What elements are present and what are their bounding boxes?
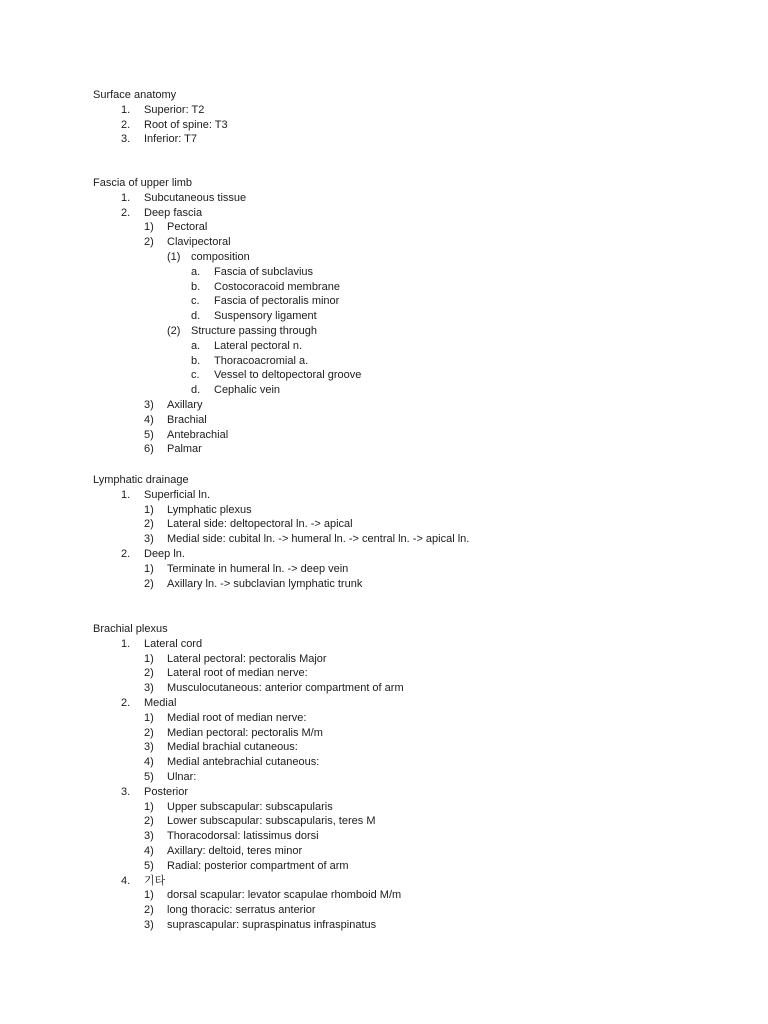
list-marker: 1) (144, 889, 154, 902)
list-item-text: Musculocutaneous: anterior compartment of arm (167, 682, 404, 695)
list-marker: a. (191, 339, 201, 352)
list-item (93, 398, 733, 413)
list-item (93, 354, 733, 369)
list-marker: 1) (144, 800, 154, 813)
list-item (93, 785, 733, 800)
list-item (93, 681, 733, 696)
list-item (93, 206, 733, 221)
list-item (93, 103, 733, 118)
list-item (93, 637, 733, 652)
list-item-text: Terminate in humeral ln. -> deep vein (167, 562, 349, 575)
list-marker: 2. (121, 547, 131, 560)
list-marker: 2) (144, 518, 154, 531)
list-marker: 3. (121, 785, 131, 798)
list-marker: 2. (121, 696, 131, 709)
list-item-text: Superficial ln. (144, 488, 211, 501)
list-item-text: Medial root of median nerve: (167, 711, 307, 724)
list-marker: 2. (121, 206, 131, 219)
list-item (93, 859, 733, 874)
list-marker: 5) (144, 859, 154, 872)
list-marker: 1. (121, 191, 131, 204)
list-marker: 2) (144, 667, 154, 680)
list-marker: c. (191, 369, 200, 382)
list-item-text: Posterior (144, 785, 189, 798)
list-item (93, 265, 733, 280)
list-item-text: Brachial (167, 413, 207, 426)
list-item-text: Lymphatic plexus (167, 503, 252, 516)
list-item (93, 696, 733, 711)
list-item (93, 918, 733, 933)
list-item (93, 413, 733, 428)
list-item-text: suprascapular: supraspinatus infraspinatus (167, 918, 377, 931)
list-item-text: Medial (144, 696, 177, 709)
list-marker: 3) (144, 682, 154, 695)
list-item (93, 532, 733, 547)
list-item-text: composition (191, 250, 250, 263)
list-marker: b. (191, 280, 201, 293)
list-item-text: Antebrachial (167, 428, 229, 441)
list-item (93, 652, 733, 667)
outline-section (93, 88, 733, 147)
list-item (93, 309, 733, 324)
list-item-text: Costocoracoid membrane (214, 280, 340, 293)
outline-section (93, 473, 733, 591)
section-heading: Lymphatic drainage (93, 474, 189, 486)
list-item-text: Clavipectoral (167, 236, 231, 249)
outline-section (93, 176, 733, 457)
list-marker: 3. (121, 133, 131, 146)
list-marker: 3) (144, 533, 154, 546)
list-item-text: Medial brachial cutaneous: (167, 741, 298, 754)
list-item (93, 755, 733, 770)
list-item (93, 368, 733, 383)
list-item-text: Deep ln. (144, 547, 185, 560)
list-item (93, 562, 733, 577)
list-marker: 4) (144, 756, 154, 769)
section-heading: Brachial plexus (93, 623, 168, 635)
list-item-text: Radial: posterior compartment of arm (167, 859, 349, 872)
list-item (93, 903, 733, 918)
list-marker: 4) (144, 413, 154, 426)
list-item (93, 888, 733, 903)
list-marker: 4. (121, 874, 131, 887)
list-marker: 1) (144, 562, 154, 575)
list-marker: d. (191, 310, 201, 323)
list-item (93, 294, 733, 309)
section-heading: Surface anatomy (93, 89, 177, 101)
list-item-text: Root of spine: T3 (144, 118, 228, 131)
list-marker: b. (191, 354, 201, 367)
list-marker: 2) (144, 577, 154, 590)
list-marker: 1) (144, 711, 154, 724)
list-item-text: Deep fascia (144, 206, 203, 219)
list-item-text: Medial side: cubital ln. -> humeral ln. -> central ln. -> apical ln. (167, 533, 470, 546)
list-item-text: Lower subscapular: subscapularis, teres M (167, 815, 376, 828)
list-marker: 6) (144, 443, 154, 456)
list-marker: 4) (144, 844, 154, 857)
list-item-text: Superior: T2 (144, 103, 205, 116)
list-item (93, 711, 733, 726)
list-marker: 2. (121, 118, 131, 131)
list-item-text: Axillary: deltoid, teres minor (167, 844, 303, 857)
list-marker: c. (191, 295, 200, 308)
list-item (93, 814, 733, 829)
list-item-text: Axillary (167, 398, 203, 411)
list-item (93, 770, 733, 785)
list-marker: 3) (144, 918, 154, 931)
list-item-text: Fascia of pectoralis minor (214, 295, 340, 308)
list-item-text: Thoracodorsal: latissimus dorsi (167, 830, 319, 843)
list-item-text: Suspensory ligament (214, 310, 317, 323)
list-item (93, 666, 733, 681)
list-marker: 5) (144, 428, 154, 441)
list-item-text: Axillary ln. -> subclavian lymphatic trunk (167, 577, 363, 590)
list-marker: 1) (144, 503, 154, 516)
list-item-text: Vessel to deltopectoral groove (214, 369, 362, 382)
list-item-text: Inferior: T7 (144, 133, 197, 146)
list-marker: d. (191, 384, 201, 397)
list-marker: 2) (144, 815, 154, 828)
list-marker: 1. (121, 488, 131, 501)
list-item (93, 383, 733, 398)
list-marker: 5) (144, 770, 154, 783)
section-heading: Fascia of upper limb (93, 177, 193, 189)
list-item (93, 132, 733, 147)
list-item-text: Median pectoral: pectoralis M/m (167, 726, 323, 739)
list-item (93, 829, 733, 844)
list-item-text: Ulnar: (167, 770, 197, 783)
list-item (93, 874, 733, 889)
list-item (93, 844, 733, 859)
list-marker: 2) (144, 904, 154, 917)
list-item-text: Pectoral (167, 221, 208, 234)
list-item (93, 740, 733, 755)
list-item (93, 547, 733, 562)
list-marker: 2) (144, 236, 154, 249)
list-marker: 1. (121, 103, 131, 116)
outline-section (93, 622, 733, 933)
list-item (93, 339, 733, 354)
list-item (93, 191, 733, 206)
list-marker: 1) (144, 652, 154, 665)
list-marker: 2) (144, 726, 154, 739)
list-item (93, 118, 733, 133)
list-item (93, 428, 733, 443)
list-item (93, 800, 733, 815)
list-marker: (2) (167, 324, 181, 337)
list-item-text: Lateral side: deltopectoral ln. -> apical (167, 518, 353, 531)
list-item (93, 220, 733, 235)
list-item-text: Upper subscapular: subscapularis (167, 800, 333, 813)
list-item-text: Subcutaneous tissue (144, 191, 247, 204)
list-marker: (1) (167, 250, 181, 263)
list-item-text: Thoracoacromial a. (214, 354, 309, 367)
list-item-text: Fascia of subclavius (214, 265, 314, 278)
list-marker: a. (191, 265, 201, 278)
list-item (93, 280, 733, 295)
list-item (93, 503, 733, 518)
list-item (93, 250, 733, 265)
list-item (93, 488, 733, 503)
list-item (93, 324, 733, 339)
list-item (93, 235, 733, 250)
list-item-text: Lateral root of median nerve: (167, 667, 308, 680)
list-item-text: Medial antebrachial cutaneous: (167, 756, 320, 769)
list-item-text: long thoracic: serratus anterior (167, 904, 316, 917)
list-marker: 1. (121, 637, 131, 650)
list-marker: 3) (144, 741, 154, 754)
list-item (93, 726, 733, 741)
list-marker: 3) (144, 398, 154, 411)
list-item-text: 기타 (144, 874, 166, 887)
list-item-text: dorsal scapular: levator scapulae rhomboid M/m (167, 889, 402, 902)
list-marker: 3) (144, 830, 154, 843)
list-item-text: Cephalic vein (214, 384, 281, 397)
list-item-text: Lateral pectoral n. (214, 339, 303, 352)
list-item-text: Palmar (167, 443, 202, 456)
list-item-text: Lateral cord (144, 637, 203, 650)
list-item-text: Structure passing through (191, 324, 317, 337)
list-item-text: Lateral pectoral: pectoralis Major (167, 652, 327, 665)
list-marker: 1) (144, 221, 154, 234)
list-item (93, 517, 733, 532)
list-item (93, 442, 733, 457)
list-item (93, 577, 733, 592)
